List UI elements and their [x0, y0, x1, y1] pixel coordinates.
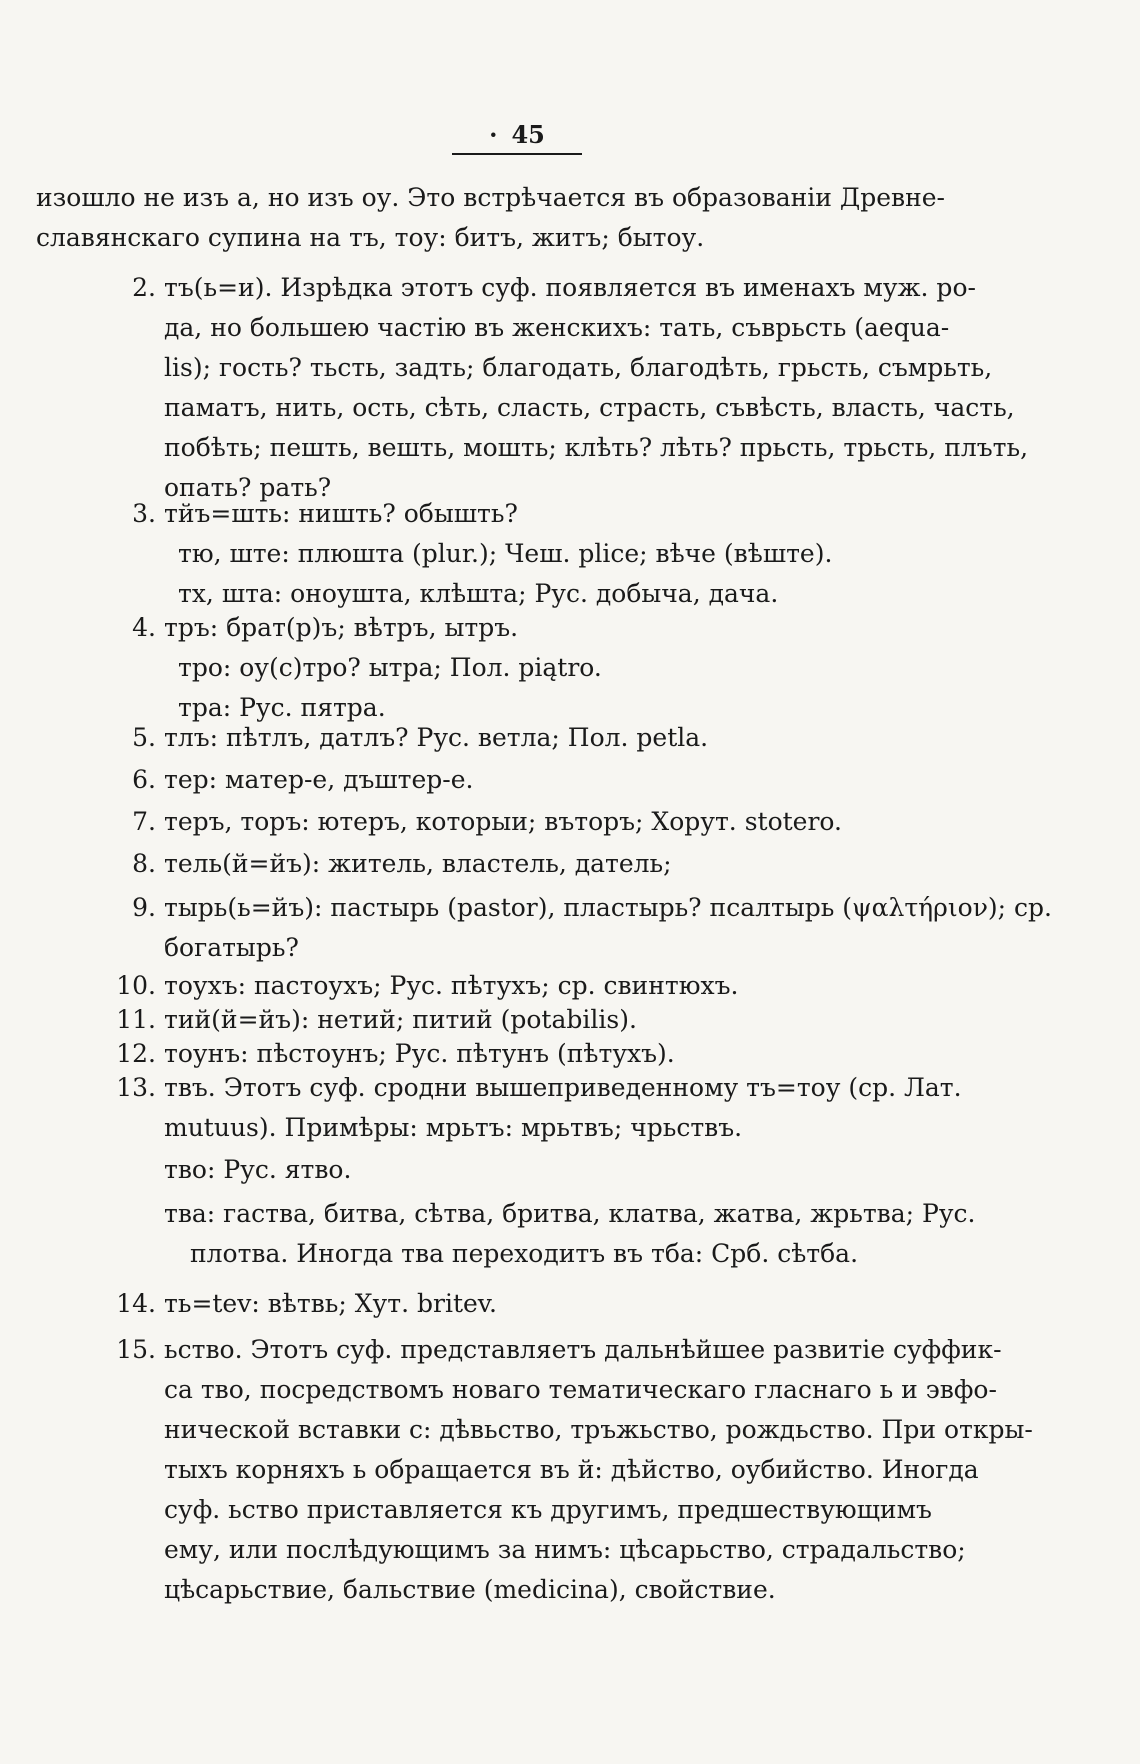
page-number	[452, 120, 582, 155]
entry-line: тъ(ь=и). Изрѣдка этотъ суф. появляется въ именахъ муж. ро-	[164, 273, 976, 302]
entry-number: 14.	[116, 1289, 156, 1318]
entry-line: тыхъ корняхъ ь обращается въ й: дѣйство, оубийство. Иногда	[164, 1455, 979, 1484]
entry-number: 11.	[116, 1005, 156, 1034]
entry-number: 3.	[132, 499, 156, 528]
entry-line: тлъ: пѣтлъ, датлъ? Рус. ветла; Пол. petla.	[164, 723, 709, 752]
entry-line: тоухъ: пастоухъ; Рус. пѣтухъ; ср. свинтюхъ.	[164, 971, 739, 1000]
entry-line: тва: гаства, битва, сѣтва, бритва, клатва, жатва, жрьтва; Рус.	[164, 1199, 976, 1228]
entry-line: mutuus). Примѣры: мрьтъ: мрьтвъ; чрьствъ.	[164, 1113, 743, 1142]
entry-line: богатырь?	[164, 933, 299, 962]
entry-number: 4.	[132, 613, 156, 642]
entry-line: тю, ште: плюшта (plur.); Чеш. plice; вѣче (вѣште).	[178, 539, 833, 568]
entry-number: 5.	[132, 723, 156, 752]
entry-line: тра: Рус. пятра.	[178, 693, 386, 722]
entry-line: ть=tev: вѣтвь; Хут. britev.	[164, 1289, 497, 1318]
entry-line: нической вставки с: дѣвьство, тръжьство, рождьство. При откры-	[164, 1415, 1033, 1444]
intro-paragraph	[36, 178, 1036, 258]
entry-line: суф. ьство приставляется къ другимъ, предшествующимъ	[164, 1495, 932, 1524]
entry-number: 7.	[132, 807, 156, 836]
entry-line: тво: Рус. ятво.	[164, 1155, 352, 1184]
entry-number: 12.	[116, 1039, 156, 1068]
entry-line: твъ. Этотъ суф. сродни вышеприведенному тъ=тоу (ср. Лат.	[164, 1073, 962, 1102]
page-number-dot: ·	[489, 120, 498, 149]
entry-line: тх, шта: оноушта, клѣшта; Рус. добыча, дача.	[178, 579, 779, 608]
entry-number: 15.	[116, 1335, 156, 1364]
entry-line: lis); гость? тьсть, задть; благодать, благодѣть, грьсть, съмрьть,	[164, 353, 993, 382]
entry-number: 8.	[132, 849, 156, 878]
entry-line: са тво, посредствомъ новаго тематическаго гласнаго ь и эвфо-	[164, 1375, 997, 1404]
entry-number: 2.	[132, 273, 156, 302]
entry-number: 6.	[132, 765, 156, 794]
entry-line: да, но большею частiю въ женскихъ: тать, съврьсть (aequa-	[164, 313, 950, 342]
entry-line: ему, или послѣдующимъ за нимъ: цѣсарьство, страдальство;	[164, 1535, 966, 1564]
entry-line: плотва. Иногда тва переходитъ въ тба: Срб. сѣтба.	[190, 1239, 859, 1268]
entry-line: тер: матер-е, дъштер-е.	[164, 765, 474, 794]
entry-line: тоунъ: пѣстоунъ; Рус. пѣтунъ (пѣтухъ).	[164, 1039, 675, 1068]
entry-line: ьство. Этотъ суф. представляетъ дальнѣйшее развитiе суффик-	[164, 1335, 1002, 1364]
entry-number: 10.	[116, 971, 156, 1000]
entry-line: тйъ=шть: ништь? обышть?	[164, 499, 518, 528]
intro-line: славянскаго супина на тъ, тоу: битъ, житъ; бытоу.	[36, 223, 705, 252]
entry-line: побѣть; пешть, вешть, мошть; клѣть? лѣть? прьсть, трьсть, плъть,	[164, 433, 1029, 462]
entry-line: тий(й=йъ): нетий; питий (potabilis).	[164, 1005, 637, 1034]
entry-line: тръ: брат(р)ъ; вѣтръ, ытръ.	[164, 613, 519, 642]
entry-line: теръ, торъ: ютеръ, которыи; въторъ; Хорут. stotero.	[164, 807, 842, 836]
entry-line: опать? рать?	[164, 473, 332, 502]
entry-line: цѣсарьствие, бальствие (medicina), свойствие.	[164, 1575, 776, 1604]
intro-line: изошло не изъ а, но изъ оу. Это встрѣчается въ образованiи Древне-	[36, 183, 945, 212]
page-number-text: 45	[511, 120, 545, 149]
entry-line: тель(й=йъ): житель, властель, датель;	[164, 849, 672, 878]
entry-line: паматъ, нить, ость, сѣть, сласть, страсть, съвѣсть, власть, часть,	[164, 393, 1015, 422]
entry-number: 9.	[132, 893, 156, 922]
entry-line: тро: оу(с)тро? ытра; Пол. piątro.	[178, 653, 602, 682]
entry-number: 13.	[116, 1073, 156, 1102]
entry-line: тырь(ь=йъ): пастырь (pastor), пластырь? псалтырь (ψαλτήριον); ср.	[164, 893, 1052, 922]
